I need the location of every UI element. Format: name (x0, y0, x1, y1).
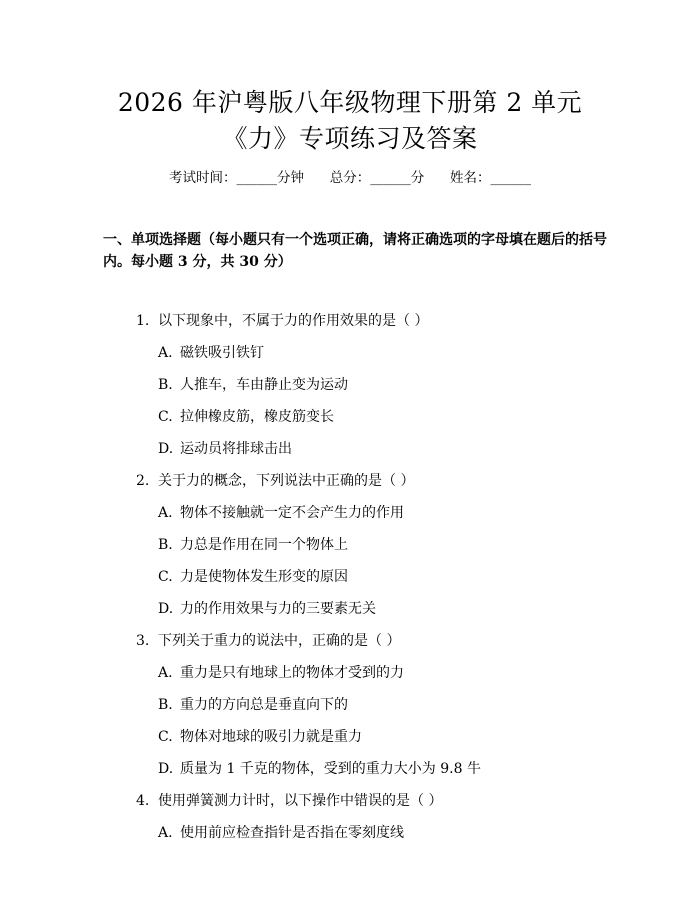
option-text: 力是使物体发生形变的原因 (180, 569, 348, 585)
option-1b (158, 375, 348, 395)
option-text: 重力是只有地球上的物体才受到的力 (180, 665, 404, 681)
option-2c (158, 567, 348, 587)
option-3c (158, 727, 362, 747)
option-text: 物体对地球的吸引力就是重力 (180, 729, 362, 745)
option-label: D. (158, 601, 174, 617)
option-1a (158, 343, 264, 363)
option-label: C. (158, 409, 173, 425)
option-3d (158, 759, 481, 779)
option-3a (158, 663, 404, 683)
option-label: B. (158, 697, 173, 713)
question-stem: 关于力的概念，下列说法中正确的是（ ） (158, 473, 415, 489)
option-label: D. (158, 441, 174, 457)
option-text: 人推车，车由静止变为运动 (180, 377, 348, 393)
question-stem: 下列关于重力的说法中，正确的是（ ） (158, 633, 401, 649)
question-stem: 以下现象中，不属于力的作用效果的是（ ） (158, 313, 429, 329)
option-label: A. (158, 505, 173, 521)
option-text: 磁铁吸引铁钉 (180, 345, 264, 361)
question-number: 1. (136, 313, 150, 329)
option-2a (158, 503, 404, 523)
option-3b (158, 695, 348, 715)
option-1d (158, 439, 292, 459)
option-text: 运动员将排球击出 (180, 441, 292, 457)
option-text: 重力的方向总是垂直向下的 (180, 697, 348, 713)
question-stem: 使用弹簧测力计时，以下操作中错误的是（ ） (158, 793, 443, 809)
question-1 (136, 311, 428, 331)
option-text: 质量为 1 千克的物体，受到的重力大小为 9.8 牛 (180, 761, 481, 777)
document-title-line-2: 《力》专项练习及答案 (222, 124, 478, 153)
option-label: C. (158, 569, 173, 585)
option-text: 力总是作用在同一个物体上 (180, 537, 348, 553)
question-2 (136, 471, 414, 491)
option-2b (158, 535, 348, 555)
option-label: C. (158, 729, 173, 745)
option-text: 拉伸橡皮筋，橡皮筋变长 (180, 409, 334, 425)
question-number: 2. (136, 473, 150, 489)
question-number: 4. (136, 793, 150, 809)
option-label: A. (158, 825, 173, 841)
option-text: 力的作用效果与力的三要素无关 (180, 601, 376, 617)
exam-info: 考试时间：______分钟 总分：______分 姓名：______ (169, 170, 531, 186)
document-title-line-1: 2026 年沪粤版八年级物理下册第 2 单元 (117, 88, 583, 117)
option-label: A. (158, 345, 173, 361)
option-label: A. (158, 665, 173, 681)
question-3 (136, 631, 400, 651)
option-label: D. (158, 761, 174, 777)
option-2d (158, 599, 376, 619)
question-number: 3. (136, 633, 150, 649)
option-label: B. (158, 377, 173, 393)
question-4 (136, 791, 442, 811)
option-1c (158, 407, 334, 427)
section-heading: 一、单项选择题（每小题只有一个选项正确，请将正确选项的字母填在题后的括号内。每小题 3 分，共 30 分） (103, 232, 607, 270)
option-text: 使用前应检查指针是否指在零刻度线 (180, 825, 404, 841)
option-label: B. (158, 537, 173, 553)
option-4a (158, 823, 404, 843)
option-text: 物体不接触就一定不会产生力的作用 (180, 505, 404, 521)
